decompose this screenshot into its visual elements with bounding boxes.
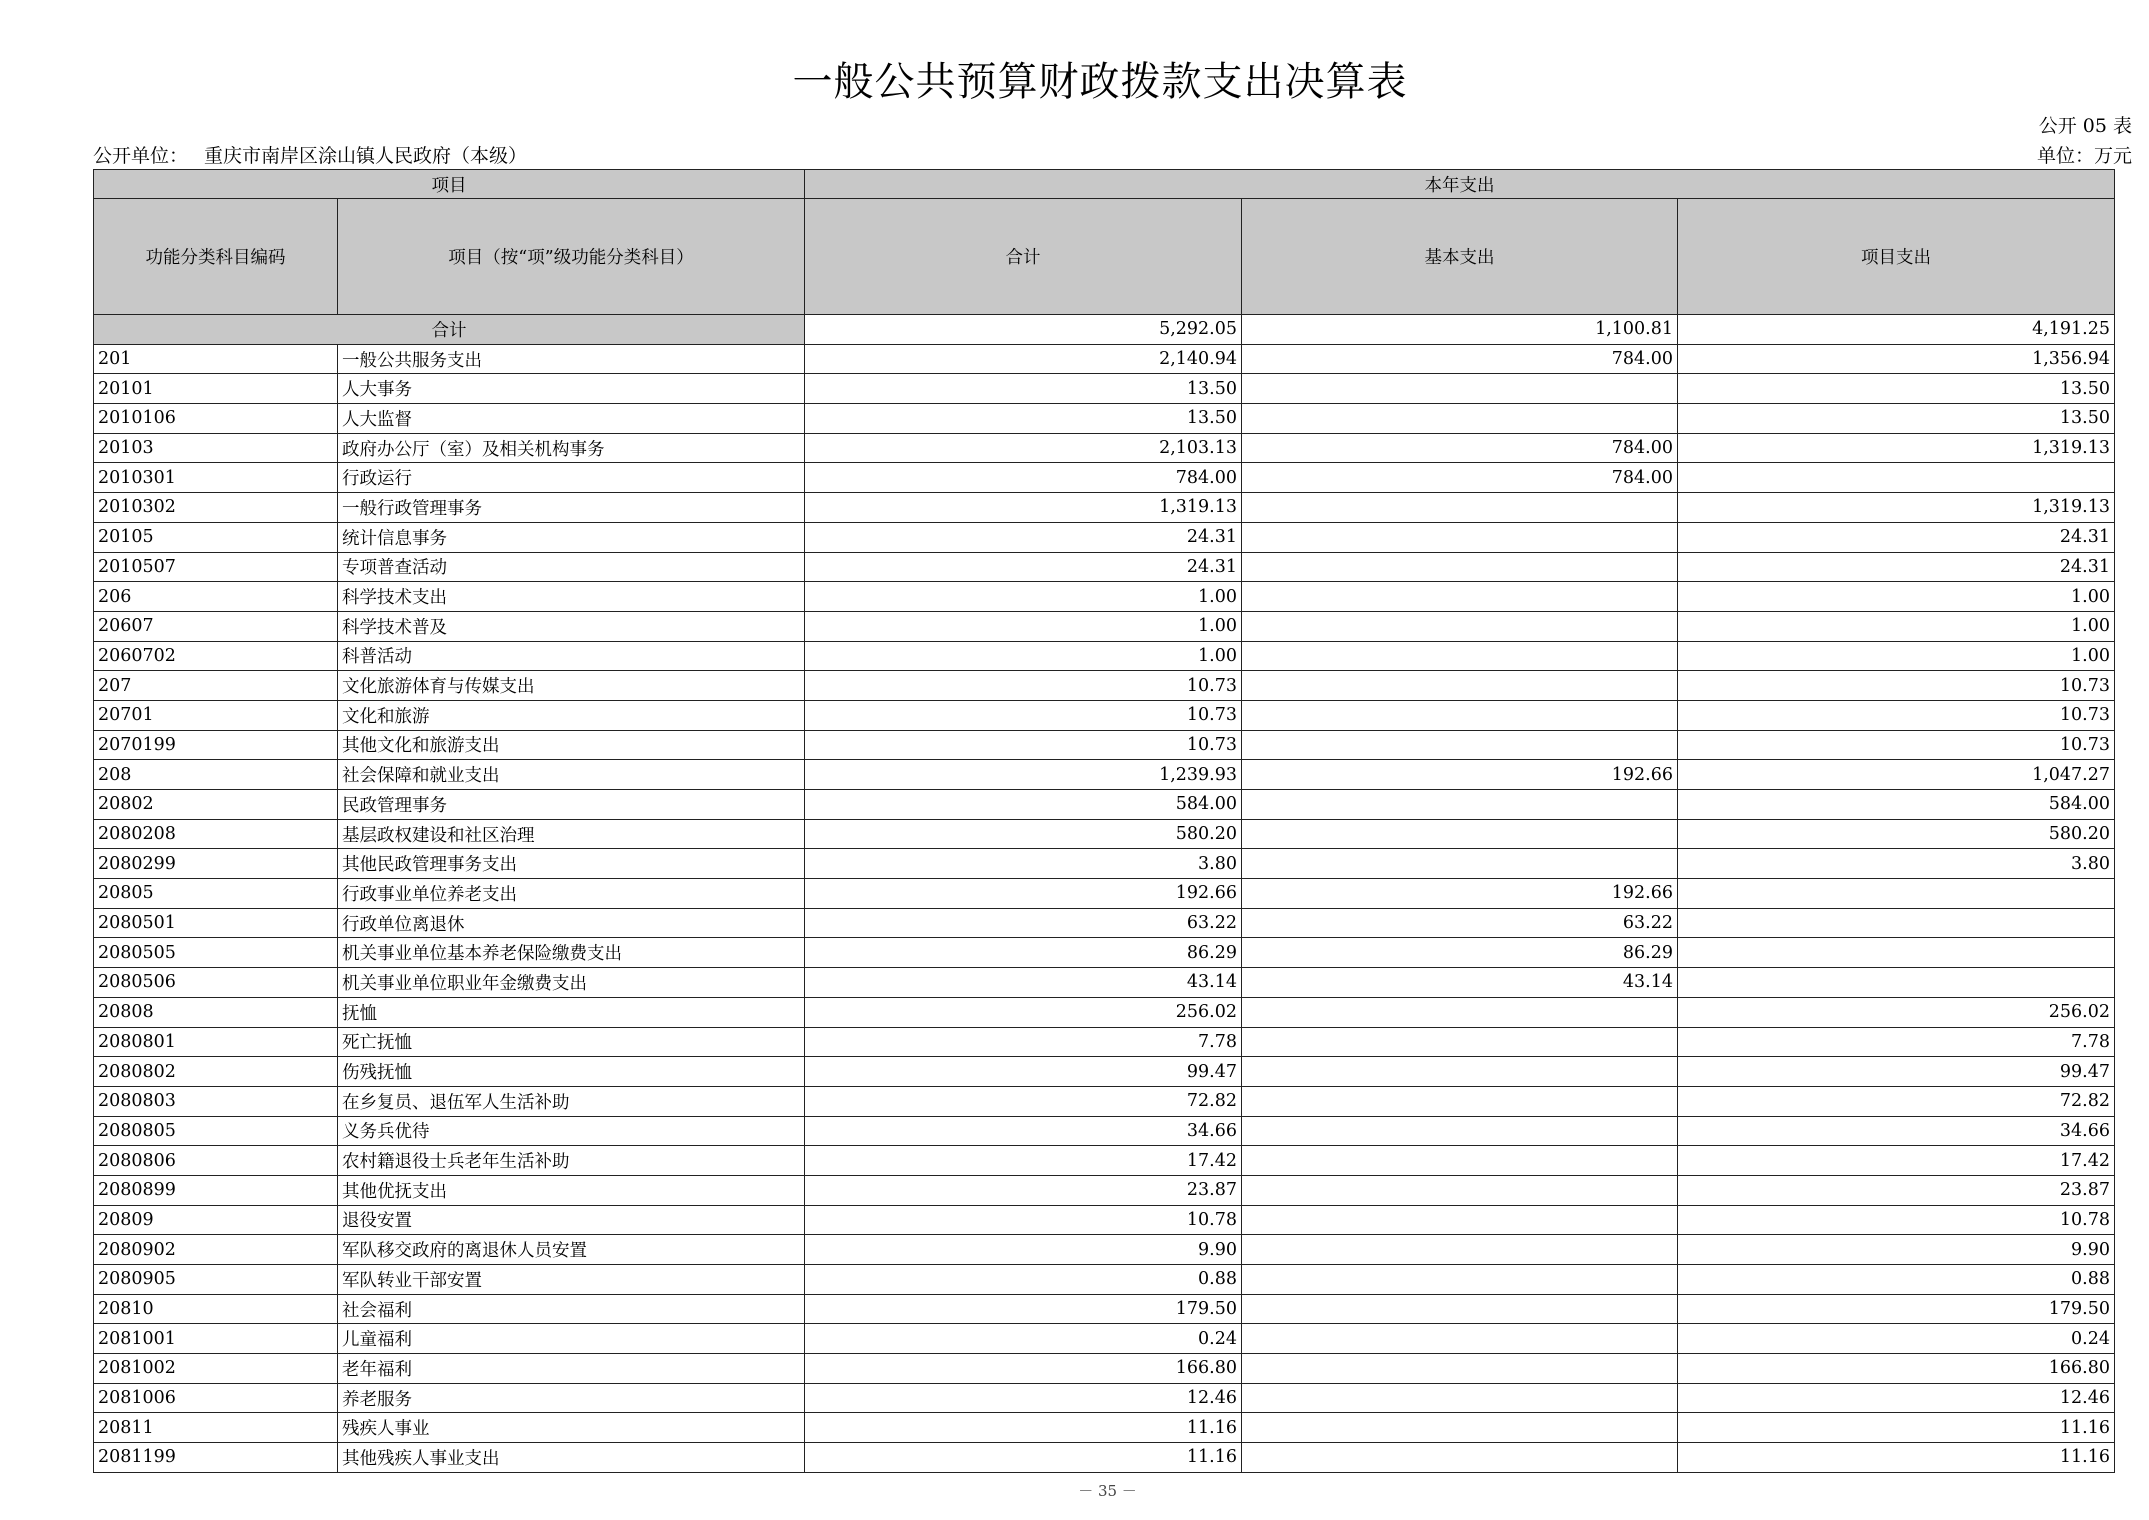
row-basic bbox=[1242, 1324, 1678, 1354]
row-basic bbox=[1242, 700, 1678, 730]
row-total: 179.50 bbox=[805, 1294, 1242, 1324]
row-code: 2010302 bbox=[94, 493, 338, 523]
table-row bbox=[94, 997, 2115, 1027]
total-row-project: 4,191.25 bbox=[1678, 315, 2115, 345]
row-project: 584.00 bbox=[1678, 790, 2115, 820]
table-row bbox=[94, 493, 2115, 523]
row-total: 99.47 bbox=[805, 1057, 1242, 1087]
row-total: 1.00 bbox=[805, 641, 1242, 671]
row-project: 1,319.13 bbox=[1678, 493, 2115, 523]
row-code: 2080905 bbox=[94, 1265, 338, 1295]
table-row bbox=[94, 730, 2115, 760]
row-basic: 86.29 bbox=[1242, 938, 1678, 968]
row-project: 10.73 bbox=[1678, 671, 2115, 701]
table-row bbox=[94, 552, 2115, 582]
table-row bbox=[94, 611, 2115, 641]
row-code: 20607 bbox=[94, 611, 338, 641]
row-total: 34.66 bbox=[805, 1116, 1242, 1146]
row-basic bbox=[1242, 1057, 1678, 1087]
row-name: 民政管理事务 bbox=[338, 790, 805, 820]
row-code: 201 bbox=[94, 344, 338, 374]
row-name: 军队移交政府的离退休人员安置 bbox=[338, 1235, 805, 1265]
row-total: 0.88 bbox=[805, 1265, 1242, 1295]
total-row-label: 合计 bbox=[94, 315, 805, 345]
row-project: 24.31 bbox=[1678, 522, 2115, 552]
header-total: 合计 bbox=[805, 199, 1242, 315]
row-code: 2060702 bbox=[94, 641, 338, 671]
row-project: 10.78 bbox=[1678, 1205, 2115, 1235]
row-project: 166.80 bbox=[1678, 1354, 2115, 1384]
row-total: 11.16 bbox=[805, 1413, 1242, 1443]
row-total: 7.78 bbox=[805, 1027, 1242, 1057]
row-total: 13.50 bbox=[805, 374, 1242, 404]
reporting-unit-label: 公开单位： bbox=[93, 145, 189, 167]
row-total: 12.46 bbox=[805, 1383, 1242, 1413]
table-row bbox=[94, 1086, 2115, 1116]
row-code: 2080505 bbox=[94, 938, 338, 968]
row-basic: 784.00 bbox=[1242, 463, 1678, 493]
row-code: 2080899 bbox=[94, 1175, 338, 1205]
row-project: 10.73 bbox=[1678, 730, 2115, 760]
row-project: 1.00 bbox=[1678, 641, 2115, 671]
row-code: 20808 bbox=[94, 997, 338, 1027]
header-project: 项目 bbox=[94, 170, 805, 199]
row-code: 2080208 bbox=[94, 819, 338, 849]
row-project: 580.20 bbox=[1678, 819, 2115, 849]
row-name: 文化旅游体育与传媒支出 bbox=[338, 671, 805, 701]
row-basic bbox=[1242, 1086, 1678, 1116]
row-code: 2081199 bbox=[94, 1443, 338, 1473]
row-basic bbox=[1242, 819, 1678, 849]
row-total: 192.66 bbox=[805, 879, 1242, 909]
table-row bbox=[94, 463, 2115, 493]
row-project: 256.02 bbox=[1678, 997, 2115, 1027]
row-total: 43.14 bbox=[805, 968, 1242, 998]
row-project: 34.66 bbox=[1678, 1116, 2115, 1146]
row-code: 2080806 bbox=[94, 1146, 338, 1176]
row-basic bbox=[1242, 671, 1678, 701]
row-name: 机关事业单位基本养老保险缴费支出 bbox=[338, 938, 805, 968]
row-code: 2081006 bbox=[94, 1383, 338, 1413]
row-code: 2010507 bbox=[94, 552, 338, 582]
row-project: 99.47 bbox=[1678, 1057, 2115, 1087]
row-basic bbox=[1242, 1383, 1678, 1413]
row-total: 13.50 bbox=[805, 404, 1242, 434]
table-row bbox=[94, 433, 2115, 463]
row-basic: 192.66 bbox=[1242, 760, 1678, 790]
row-project: 72.82 bbox=[1678, 1086, 2115, 1116]
row-total: 2,140.94 bbox=[805, 344, 1242, 374]
row-basic bbox=[1242, 1265, 1678, 1295]
header-current-year: 本年支出 bbox=[805, 170, 2115, 199]
row-basic: 192.66 bbox=[1242, 879, 1678, 909]
row-basic bbox=[1242, 522, 1678, 552]
row-code: 20805 bbox=[94, 879, 338, 909]
row-project: 13.50 bbox=[1678, 374, 2115, 404]
row-basic bbox=[1242, 1027, 1678, 1057]
row-name: 文化和旅游 bbox=[338, 700, 805, 730]
row-project: 1,319.13 bbox=[1678, 433, 2115, 463]
row-code: 208 bbox=[94, 760, 338, 790]
row-name: 社会福利 bbox=[338, 1294, 805, 1324]
row-name: 行政运行 bbox=[338, 463, 805, 493]
row-name: 人大事务 bbox=[338, 374, 805, 404]
header-basic: 基本支出 bbox=[1242, 199, 1678, 315]
reporting-unit bbox=[93, 141, 527, 168]
row-total: 1.00 bbox=[805, 582, 1242, 612]
row-total: 72.82 bbox=[805, 1086, 1242, 1116]
table-row bbox=[94, 1057, 2115, 1087]
row-project: 13.50 bbox=[1678, 404, 2115, 434]
table-row bbox=[94, 968, 2115, 998]
row-total: 166.80 bbox=[805, 1354, 1242, 1384]
table-row bbox=[94, 760, 2115, 790]
table-row bbox=[94, 522, 2115, 552]
row-project: 11.16 bbox=[1678, 1443, 2115, 1473]
total-row bbox=[94, 315, 2115, 345]
row-basic bbox=[1242, 1294, 1678, 1324]
row-total: 256.02 bbox=[805, 997, 1242, 1027]
row-code: 2080805 bbox=[94, 1116, 338, 1146]
row-name: 社会保障和就业支出 bbox=[338, 760, 805, 790]
row-code: 2080802 bbox=[94, 1057, 338, 1087]
row-project: 11.16 bbox=[1678, 1413, 2115, 1443]
table-number: 公开 05 表 bbox=[2038, 115, 2132, 137]
row-name: 行政事业单位养老支出 bbox=[338, 879, 805, 909]
row-total: 1,319.13 bbox=[805, 493, 1242, 523]
row-total: 580.20 bbox=[805, 819, 1242, 849]
row-basic bbox=[1242, 641, 1678, 671]
row-basic bbox=[1242, 1413, 1678, 1443]
table-row bbox=[94, 404, 2115, 434]
row-name: 机关事业单位职业年金缴费支出 bbox=[338, 968, 805, 998]
row-name: 政府办公厅（室）及相关机构事务 bbox=[338, 433, 805, 463]
row-name: 一般公共服务支出 bbox=[338, 344, 805, 374]
row-name: 其他优抚支出 bbox=[338, 1175, 805, 1205]
row-code: 2080506 bbox=[94, 968, 338, 998]
row-name: 伤残抚恤 bbox=[338, 1057, 805, 1087]
row-code: 206 bbox=[94, 582, 338, 612]
header-project-expenditure: 项目支出 bbox=[1678, 199, 2115, 315]
row-project: 1,047.27 bbox=[1678, 760, 2115, 790]
row-name: 人大监督 bbox=[338, 404, 805, 434]
row-basic: 784.00 bbox=[1242, 433, 1678, 463]
table-row bbox=[94, 1383, 2115, 1413]
table-row bbox=[94, 1116, 2115, 1146]
table-row bbox=[94, 582, 2115, 612]
page-title: 一般公共预算财政拨款支出决算表 bbox=[792, 59, 1408, 105]
row-project bbox=[1678, 908, 2115, 938]
row-name: 养老服务 bbox=[338, 1383, 805, 1413]
row-project: 9.90 bbox=[1678, 1235, 2115, 1265]
row-name: 其他残疾人事业支出 bbox=[338, 1443, 805, 1473]
row-name: 基层政权建设和社区治理 bbox=[338, 819, 805, 849]
row-name: 科学技术普及 bbox=[338, 611, 805, 641]
row-name: 专项普查活动 bbox=[338, 552, 805, 582]
table-row bbox=[94, 700, 2115, 730]
row-basic bbox=[1242, 1175, 1678, 1205]
row-name: 一般行政管理事务 bbox=[338, 493, 805, 523]
row-total: 10.73 bbox=[805, 700, 1242, 730]
row-basic bbox=[1242, 374, 1678, 404]
table-row bbox=[94, 1443, 2115, 1473]
table-row bbox=[94, 1175, 2115, 1205]
row-code: 2010301 bbox=[94, 463, 338, 493]
row-project bbox=[1678, 968, 2115, 998]
total-row-total: 5,292.05 bbox=[805, 315, 1242, 345]
row-total: 10.78 bbox=[805, 1205, 1242, 1235]
row-basic bbox=[1242, 997, 1678, 1027]
row-name: 退役安置 bbox=[338, 1205, 805, 1235]
row-total: 24.31 bbox=[805, 552, 1242, 582]
row-code: 20103 bbox=[94, 433, 338, 463]
table-row bbox=[94, 790, 2115, 820]
row-total: 2,103.13 bbox=[805, 433, 1242, 463]
row-total: 9.90 bbox=[805, 1235, 1242, 1265]
table-row bbox=[94, 1146, 2115, 1176]
row-code: 2081001 bbox=[94, 1324, 338, 1354]
row-code: 20811 bbox=[94, 1413, 338, 1443]
row-basic bbox=[1242, 1235, 1678, 1265]
row-code: 20810 bbox=[94, 1294, 338, 1324]
row-basic: 43.14 bbox=[1242, 968, 1678, 998]
row-project: 1.00 bbox=[1678, 611, 2115, 641]
row-project: 10.73 bbox=[1678, 700, 2115, 730]
row-total: 0.24 bbox=[805, 1324, 1242, 1354]
row-project: 23.87 bbox=[1678, 1175, 2115, 1205]
row-total: 584.00 bbox=[805, 790, 1242, 820]
header-name: 项目（按“项”级功能分类科目） bbox=[338, 199, 805, 315]
row-total: 24.31 bbox=[805, 522, 1242, 552]
row-code: 20701 bbox=[94, 700, 338, 730]
currency-unit: 单位：万元 bbox=[2036, 145, 2132, 167]
row-basic bbox=[1242, 1354, 1678, 1384]
table-row bbox=[94, 1294, 2115, 1324]
expenditure-table bbox=[93, 169, 2115, 1473]
row-basic bbox=[1242, 790, 1678, 820]
row-name: 科学技术支出 bbox=[338, 582, 805, 612]
row-name: 抚恤 bbox=[338, 997, 805, 1027]
row-name: 在乡复员、退伍军人生活补助 bbox=[338, 1086, 805, 1116]
table-row bbox=[94, 1413, 2115, 1443]
table-row bbox=[94, 908, 2115, 938]
row-project bbox=[1678, 879, 2115, 909]
row-name: 科普活动 bbox=[338, 641, 805, 671]
table-row bbox=[94, 1205, 2115, 1235]
row-name: 死亡抚恤 bbox=[338, 1027, 805, 1057]
table-row bbox=[94, 641, 2115, 671]
row-total: 86.29 bbox=[805, 938, 1242, 968]
table-row bbox=[94, 849, 2115, 879]
row-basic: 63.22 bbox=[1242, 908, 1678, 938]
row-project bbox=[1678, 463, 2115, 493]
row-code: 2080803 bbox=[94, 1086, 338, 1116]
row-name: 义务兵优待 bbox=[338, 1116, 805, 1146]
row-basic bbox=[1242, 1116, 1678, 1146]
row-name: 行政单位离退休 bbox=[338, 908, 805, 938]
row-code: 2010106 bbox=[94, 404, 338, 434]
row-total: 17.42 bbox=[805, 1146, 1242, 1176]
total-row-basic: 1,100.81 bbox=[1242, 315, 1678, 345]
row-project: 0.24 bbox=[1678, 1324, 2115, 1354]
row-basic bbox=[1242, 552, 1678, 582]
table-row bbox=[94, 1027, 2115, 1057]
table-row bbox=[94, 671, 2115, 701]
row-code: 2080801 bbox=[94, 1027, 338, 1057]
row-total: 10.73 bbox=[805, 671, 1242, 701]
row-code: 2081002 bbox=[94, 1354, 338, 1384]
row-name: 儿童福利 bbox=[338, 1324, 805, 1354]
row-project: 0.88 bbox=[1678, 1265, 2115, 1295]
row-code: 20809 bbox=[94, 1205, 338, 1235]
row-total: 63.22 bbox=[805, 908, 1242, 938]
row-name: 农村籍退役士兵老年生活补助 bbox=[338, 1146, 805, 1176]
row-total: 1,239.93 bbox=[805, 760, 1242, 790]
row-basic bbox=[1242, 582, 1678, 612]
row-name: 其他民政管理事务支出 bbox=[338, 849, 805, 879]
row-name: 老年福利 bbox=[338, 1354, 805, 1384]
row-total: 23.87 bbox=[805, 1175, 1242, 1205]
row-total: 10.73 bbox=[805, 730, 1242, 760]
row-project: 179.50 bbox=[1678, 1294, 2115, 1324]
row-basic bbox=[1242, 849, 1678, 879]
row-code: 2070199 bbox=[94, 730, 338, 760]
row-project: 7.78 bbox=[1678, 1027, 2115, 1057]
table-row bbox=[94, 1235, 2115, 1265]
row-total: 11.16 bbox=[805, 1443, 1242, 1473]
row-basic: 784.00 bbox=[1242, 344, 1678, 374]
row-project bbox=[1678, 938, 2115, 968]
row-basic bbox=[1242, 1146, 1678, 1176]
row-basic bbox=[1242, 1205, 1678, 1235]
row-total: 1.00 bbox=[805, 611, 1242, 641]
row-code: 2080501 bbox=[94, 908, 338, 938]
row-project: 1,356.94 bbox=[1678, 344, 2115, 374]
row-basic bbox=[1242, 611, 1678, 641]
row-project: 24.31 bbox=[1678, 552, 2115, 582]
row-name: 军队转业干部安置 bbox=[338, 1265, 805, 1295]
row-project: 17.42 bbox=[1678, 1146, 2115, 1176]
row-total: 784.00 bbox=[805, 463, 1242, 493]
table-row bbox=[94, 344, 2115, 374]
table-row bbox=[94, 879, 2115, 909]
row-total: 3.80 bbox=[805, 849, 1242, 879]
row-basic bbox=[1242, 493, 1678, 523]
row-project: 1.00 bbox=[1678, 582, 2115, 612]
page-number: － 35 － bbox=[1078, 1482, 1137, 1500]
header-code: 功能分类科目编码 bbox=[94, 199, 338, 315]
row-code: 2080299 bbox=[94, 849, 338, 879]
row-code: 207 bbox=[94, 671, 338, 701]
row-code: 20101 bbox=[94, 374, 338, 404]
table-row bbox=[94, 1354, 2115, 1384]
table-row bbox=[94, 819, 2115, 849]
row-code: 20802 bbox=[94, 790, 338, 820]
row-code: 2080902 bbox=[94, 1235, 338, 1265]
row-basic bbox=[1242, 1443, 1678, 1473]
row-project: 12.46 bbox=[1678, 1383, 2115, 1413]
table-row bbox=[94, 374, 2115, 404]
table-row bbox=[94, 1324, 2115, 1354]
row-basic bbox=[1242, 404, 1678, 434]
row-name: 其他文化和旅游支出 bbox=[338, 730, 805, 760]
row-name: 统计信息事务 bbox=[338, 522, 805, 552]
row-project: 3.80 bbox=[1678, 849, 2115, 879]
row-basic bbox=[1242, 730, 1678, 760]
row-name: 残疾人事业 bbox=[338, 1413, 805, 1443]
table-row bbox=[94, 1265, 2115, 1295]
table-row bbox=[94, 938, 2115, 968]
reporting-unit-name: 重庆市南岸区涂山镇人民政府（本级） bbox=[204, 145, 528, 167]
row-code: 20105 bbox=[94, 522, 338, 552]
